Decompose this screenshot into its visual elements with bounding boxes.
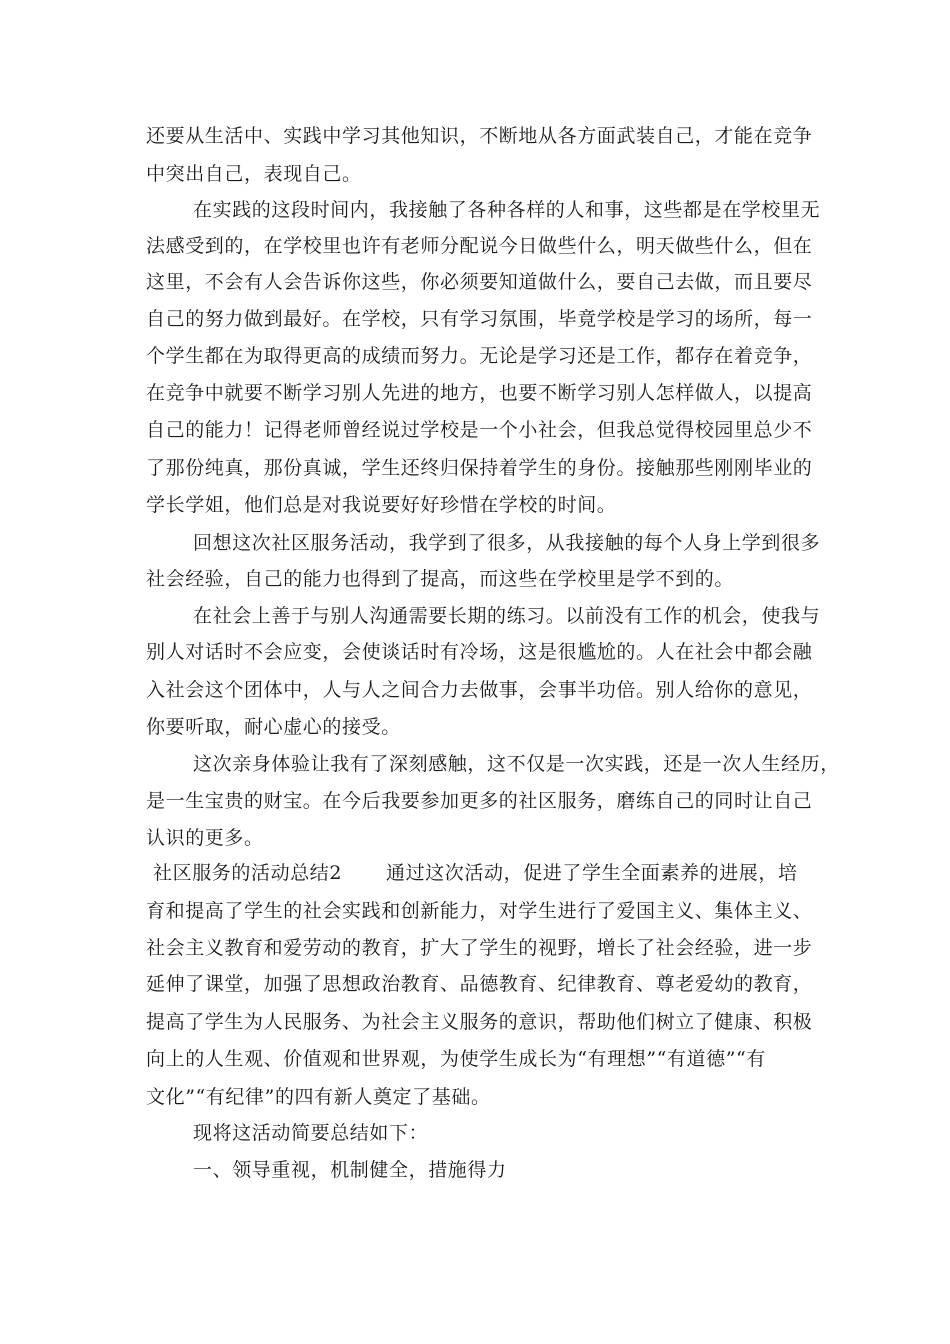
text-line: 中突出自己，表现自己。	[146, 163, 362, 185]
text-line: 在竞争中就要不断学习别人先进的地方，也要不断学习别人怎样做人，以提高	[146, 382, 813, 404]
text-line: 提高了学生为人民服务、为社会主义服务的意识，帮助他们树立了健康、积极	[146, 1011, 813, 1033]
section-title: 社区服务的活动总结2	[153, 862, 343, 884]
text-line: 你要听取，耐心虚心的接受。	[146, 716, 401, 738]
text-line: 延伸了课堂，加强了思想政治教育、品德教育、纪律教育、尊老爱幼的教育，	[146, 973, 813, 995]
text-line: 学长学姐，他们总是对我说要好好珍惜在学校的时间。	[146, 494, 617, 516]
text-line: 别人对话时不会应变，会使谈话时有冷场，这是很尴尬的。人在社会中都会融	[146, 641, 813, 663]
text-line: 向上的人生观、价值观和世界观，为使学生成长为“有理想”“有道德”“有	[146, 1048, 766, 1070]
section-heading-line	[153, 861, 798, 885]
paragraph-first-line: 这次亲身体验让我有了深刻感触，这不仅是一次实践，还是一次人生经历，	[193, 753, 840, 775]
text-line: 还要从生活中、实践中学习其他知识，不断地从各方面武装自己，才能在竞争	[146, 125, 813, 147]
text-line: 文化”“有纪律”的四有新人奠定了基础。	[146, 1086, 491, 1108]
paragraph-first-line: 回想这次社区服务活动，我学到了很多，从我接触的每个人身上学到很多	[193, 532, 821, 554]
text-line: 入社会这个团体中，人与人之间合力去做事，会事半功倍。别人给你的意见，	[146, 679, 813, 701]
section-intro-text: 通过这次活动，促进了学生全面素养的进展，培	[386, 862, 798, 884]
subsection-heading: 一、领导重视，机制健全，措施得力	[193, 1159, 507, 1181]
text-line: 个学生都在为取得更高的成绩而努力。无论是学习还是工作，都存在着竞争，	[146, 345, 813, 367]
text-line: 社会主义教育和爱劳动的教育，扩大了学生的视野，增长了社会经验，进一步	[146, 937, 813, 959]
text-line: 法感受到的，在学校里也许有老师分配说今日做些什么，明天做些什么，但在	[146, 235, 813, 257]
text-line: 社会经验，自己的能力也得到了提高，而这些在学校里是学不到的。	[146, 568, 735, 590]
paragraph-first-line: 现将这活动简要总结如下：	[193, 1122, 429, 1144]
text-line: 自己的能力！记得老师曾经说过学校是一个小社会，但我总觉得校园里总少不	[146, 419, 813, 441]
text-line: 了那份纯真，那份真诚，学生还终归保持着学生的身份。接触那些刚刚毕业的	[146, 457, 813, 479]
text-line: 这里，不会有人会告诉你这些，你必须要知道做什么，要自己去做，而且要尽	[146, 271, 813, 293]
text-line: 育和提高了学生的社会实践和创新能力，对学生进行了爱国主义、集体主义、	[146, 900, 813, 922]
text-line: 认识的更多。	[146, 827, 264, 849]
paragraph-first-line: 在社会上善于与别人沟通需要长期的练习。以前没有工作的机会，使我与	[193, 605, 821, 627]
paragraph-first-line: 在实践的这段时间内，我接触了各种各样的人和事，这些都是在学校里无	[193, 199, 821, 221]
text-line: 是一生宝贵的财宝。在今后我要参加更多的社区服务，磨练自己的同时让自己	[146, 790, 813, 812]
text-line: 自己的努力做到最好。在学校，只有学习氛围，毕竟学校是学习的场所，每一	[146, 308, 813, 330]
